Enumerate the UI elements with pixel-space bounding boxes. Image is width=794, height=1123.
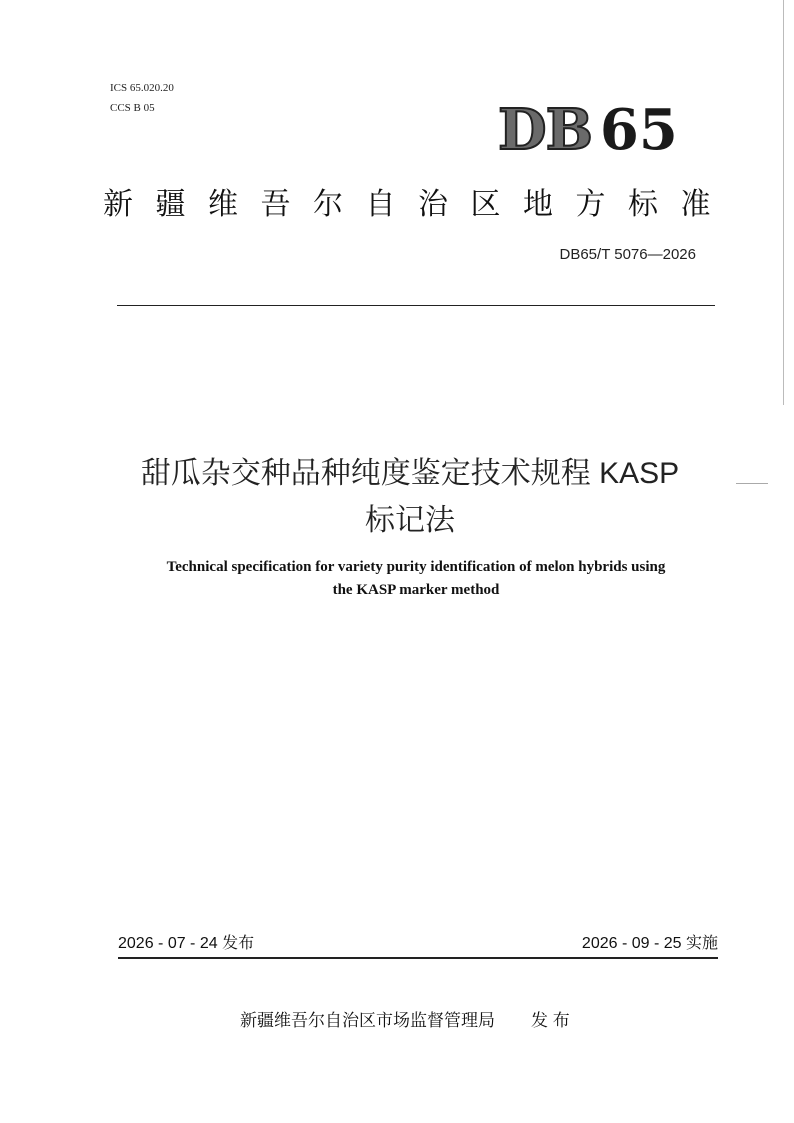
chinese-title-line-2: 标记法 [365,504,455,537]
scan-edge-line [783,0,784,405]
chinese-title [100,450,720,544]
standard-number: DB65/T 5076—2026 [559,246,696,263]
standard-type-heading: 新疆维吾尔自治区地方标准 [103,188,733,221]
footer-divider [118,957,718,959]
implementation-date: 2026 - 09 - 25 实施 [581,935,718,952]
english-title-line-1: Technical specification for variety purity identification of melon hybrids using [166,559,666,575]
db65-logo [498,97,678,163]
header-divider [117,305,715,306]
logo-letters: DB [498,97,592,163]
logo-digits: 65 [599,97,678,163]
publisher-action: 发 布 [531,1011,570,1030]
chinese-title-line-1: 甜瓜杂交种品种纯度鉴定技术规程 KASP [140,457,680,490]
english-title [100,556,732,602]
ics-code: ICS 65.020.20 [110,82,174,94]
scan-mark [736,483,768,484]
english-title-line-2: the KASP marker method [332,582,500,598]
ccs-code: CCS B 05 [110,102,155,114]
release-date: 2026 - 07 - 24 发布 [118,935,255,952]
publisher-name: 新疆维吾尔自治区市场监督管理局 [240,1011,495,1030]
publisher-line [240,1010,570,1032]
